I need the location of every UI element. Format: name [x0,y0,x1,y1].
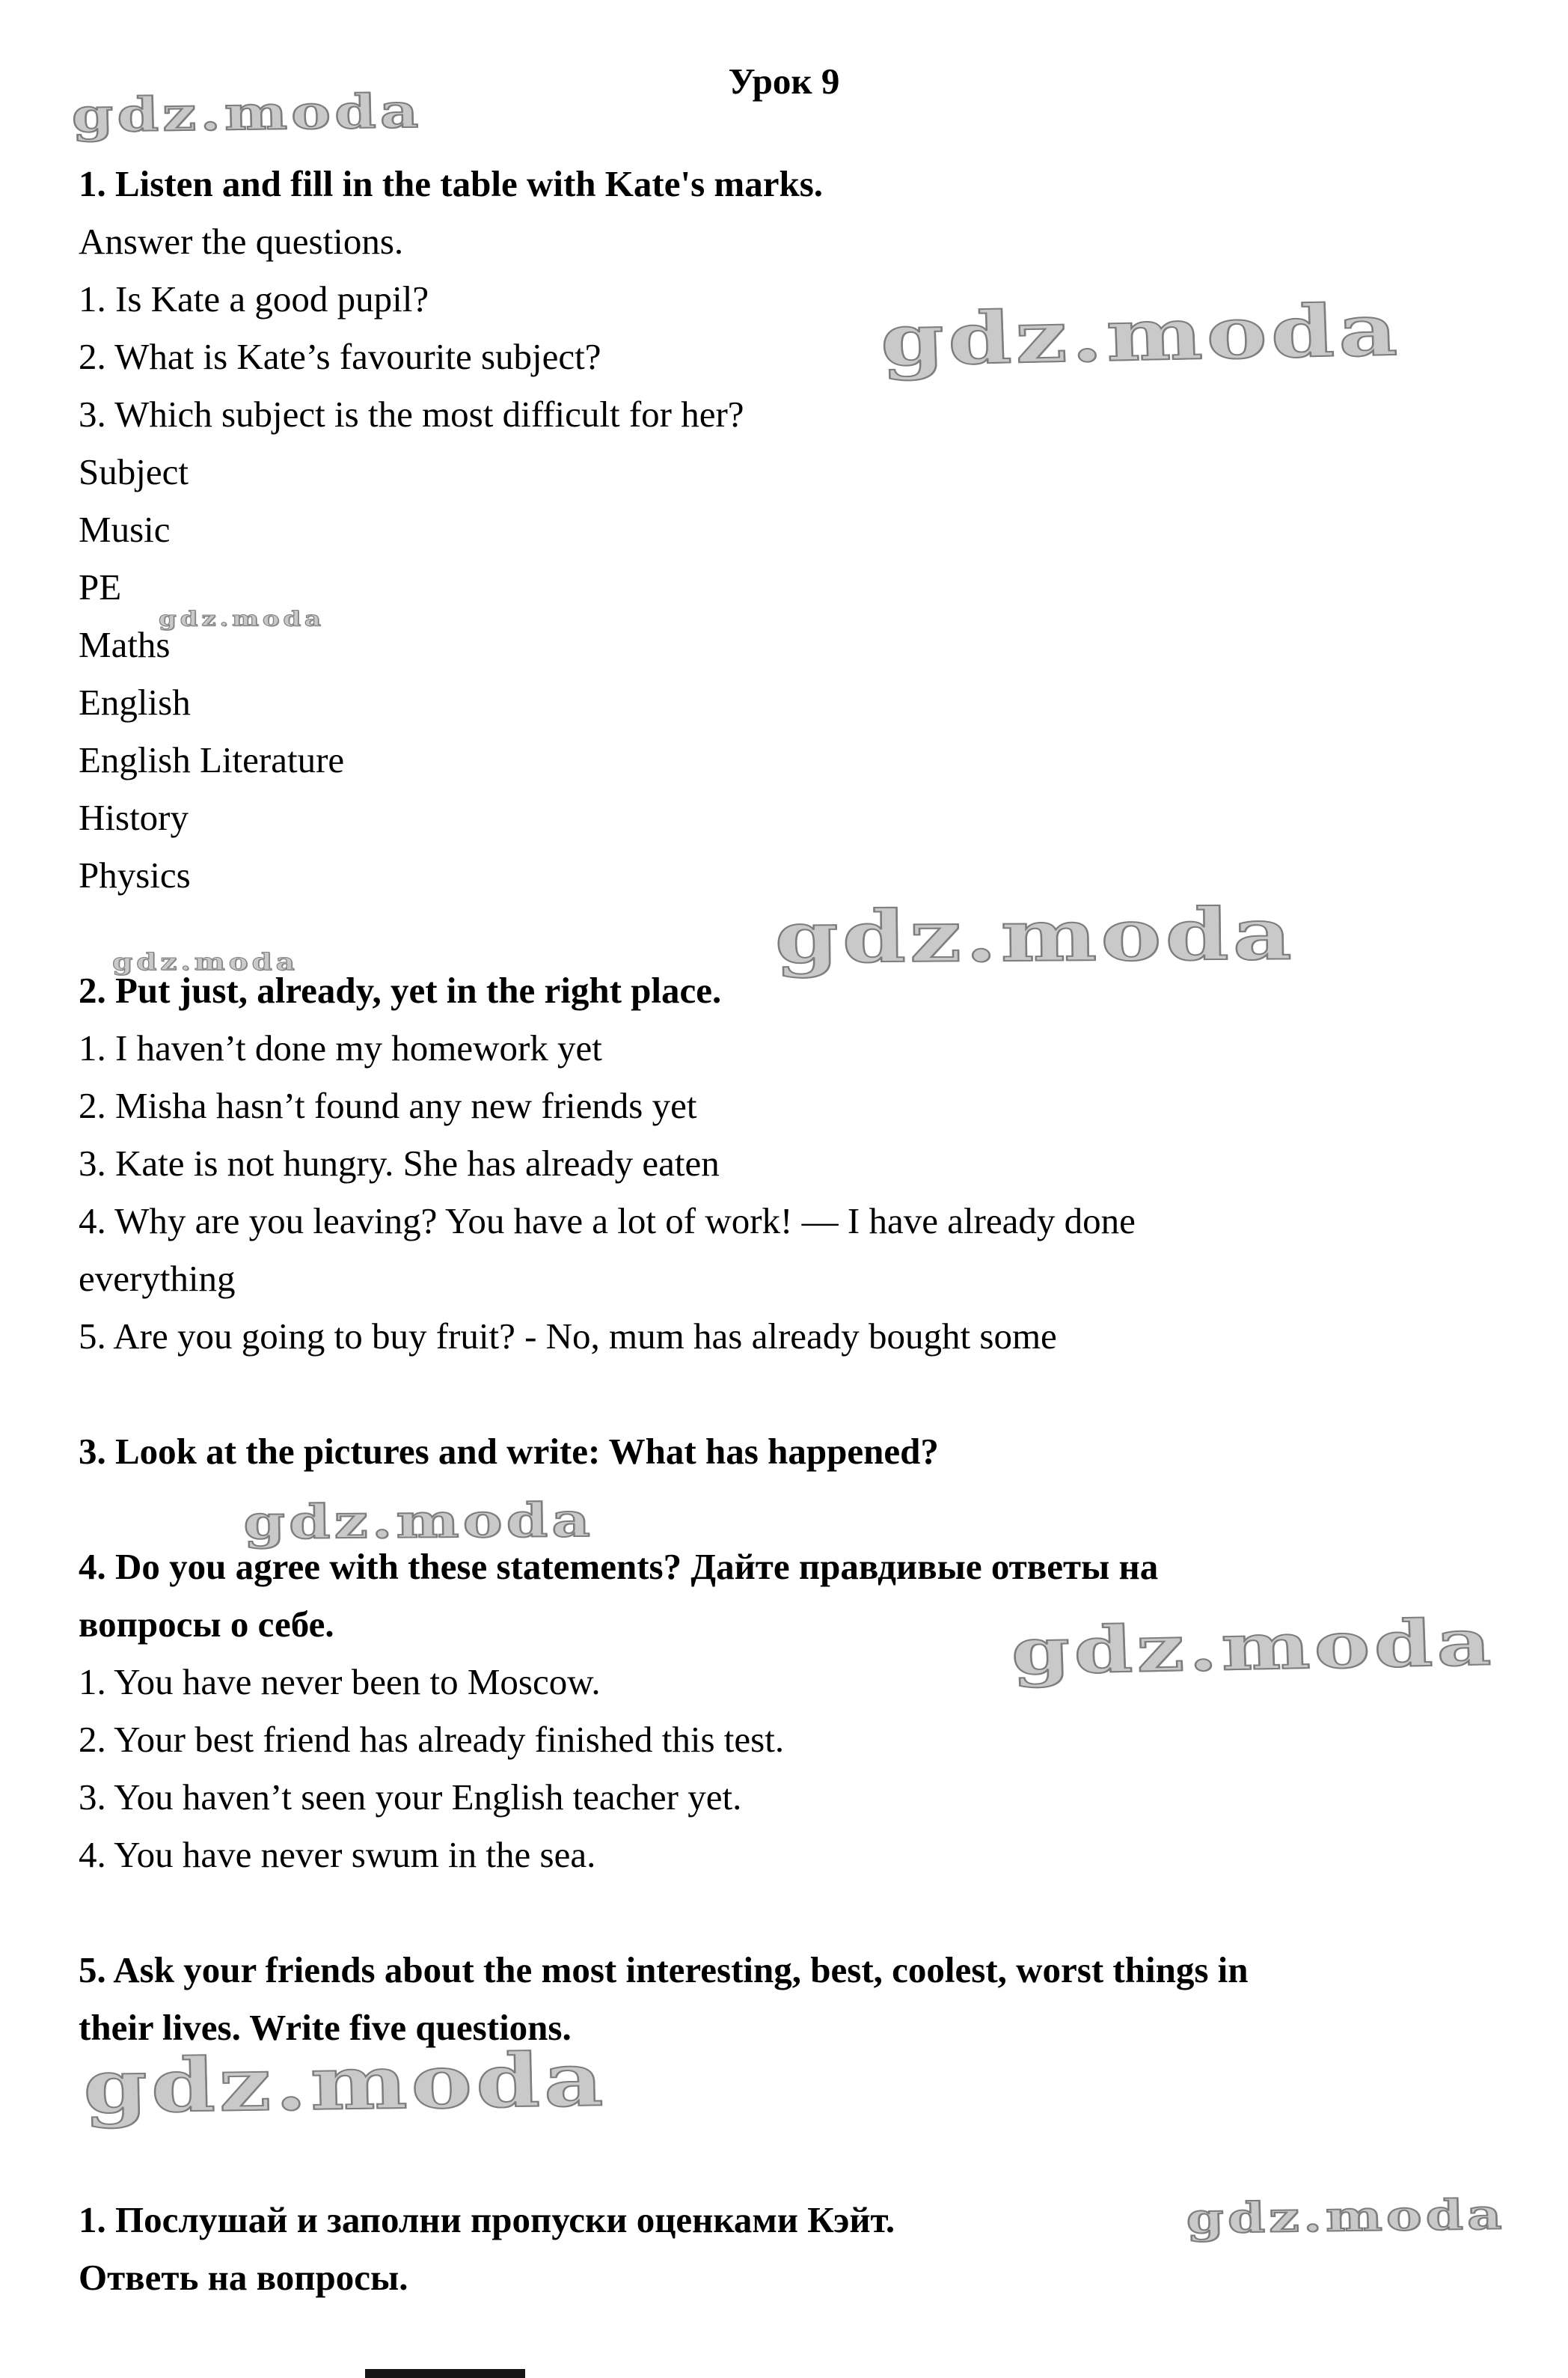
text-line: 3. Which subject is the most difficult for her? [79,394,744,435]
watermark-small-maths: gdz.moda [159,608,325,631]
text-line: everything [79,1258,236,1299]
section-gap [79,1883,1489,1941]
watermark-bottom-left: gdz.moda [82,2037,608,2130]
section-gap [79,904,1489,962]
watermark-top-left: gdz.moda [71,83,423,143]
text-line: Maths [79,624,171,665]
text-line: Music [79,509,171,550]
section-gap [79,1365,1489,1422]
watermark-center: gdz.moda [243,1492,595,1550]
watermark-middle: gdz.moda [774,893,1296,979]
task4-heading: 4. Do you agree with these statements? Дайте правдивые ответы на [79,1546,1159,1587]
text-line: 4. You have never swum in the sea. [79,1834,596,1875]
cropped-image-edge [365,2369,525,2378]
watermark-right: gdz.moda [1010,1605,1496,1690]
task4-heading: вопросы о себе. [79,1604,334,1645]
russian-task-line: 1. Послушай и заполни пропуски оценками Кэйт. [79,2199,895,2240]
section-gap-large [79,2056,1489,2191]
task2-heading: 2. Put just, already, yet in the right place. [79,970,722,1011]
page-content [79,52,1489,2306]
watermark-small-left: gdz.moda [112,949,298,976]
text-line: 2. Your best friend has already finished this test. [79,1719,785,1760]
text-line: Physics [79,855,191,896]
text-line: English Literature [79,739,345,780]
task3-heading: 3. Look at the pictures and write: What has happened? [79,1431,939,1472]
text-line: 1. You have never been to Moscow. [79,1661,601,1702]
text-line: 1. Is Kate a good pupil? [79,278,429,320]
text-line: 3. Kate is not hungry. She has already eaten [79,1143,720,1184]
text-line: 1. I haven’t done my homework yet [79,1027,602,1069]
task5-heading: 5. Ask your friends about the most interesting, best, coolest, worst things in [79,1949,1249,1990]
watermark-bottom-right: gdz.moda [1186,2189,1507,2243]
task5-heading: their lives. Write five questions. [79,2007,572,2048]
text-line: History [79,797,189,838]
section-gap [79,1480,1489,1538]
watermark-upper-right: gdz.moda [879,288,1403,382]
text-line: PE [79,566,122,608]
text-line: 5. Are you going to buy fruit? - No, mum has already bought some [79,1315,1057,1357]
task1-heading: 1. Listen and fill in the table with Kate's marks. [79,163,824,204]
russian-task-line: Ответь на вопросы. [79,2257,408,2298]
text-line: English [79,682,191,723]
text-line: 2. What is Kate’s favourite subject? [79,336,601,377]
text-line: 2. Misha hasn’t found any new friends yet [79,1085,697,1126]
text-line: Answer the questions. [79,221,404,262]
lesson-title: Урок 9 [728,61,840,102]
text-line: Subject [79,451,189,492]
text-line: 3. You haven’t seen your English teacher yet. [79,1776,742,1818]
text-line: 4. Why are you leaving? You have a lot of work! — I have already done [79,1200,1136,1241]
